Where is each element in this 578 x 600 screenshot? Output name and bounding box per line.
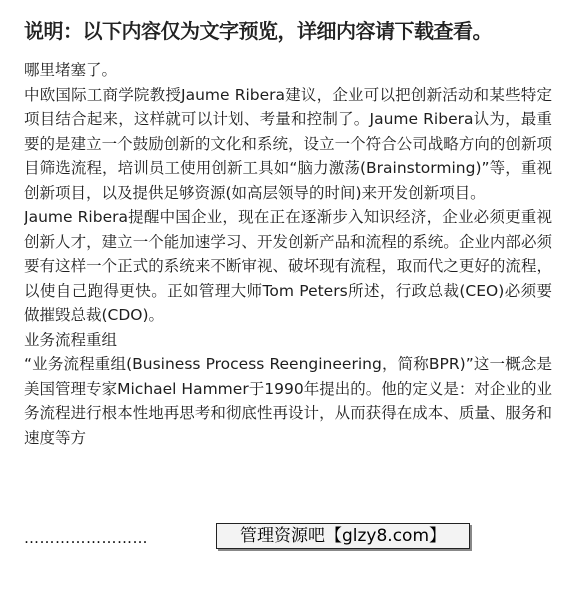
paragraph: 哪里堵塞了。 [24, 61, 118, 79]
paragraph: 中欧国际工商学院教授Jaume Ribera建议，企业可以把创新活动和某些特定项目结合起来，这样就可以计划、考量和控制了。Jaume Ribera认为，最重要的是建立一个鼓励创新的文化和系统，设立一个符合公司战略方向的创新项目筛选流程，培训员工使用创新工具如“脑力激荡(Brainstorming)”等，重视创新项目，以及提供足够资源(如高层领导的时间)来开发创新项目。 [24, 85, 552, 202]
paragraph: Jaume Ribera提醒中国企业，现在正在逐渐步入知识经济，企业必须更重视创新人才，建立一个能加速学习、开发创新产品和流程的系统。企业内部必须要有这样一个正式的系统来不断审视、破坏现有流程，取而代之更好的流程，以使自己跑得更快。正如管理大师Tom Peters所述，行政总裁(CEO)必须要做摧毁总裁(CDO)。 [24, 208, 552, 324]
continuation-ellipsis: …………………… [24, 529, 148, 547]
document-body [24, 58, 552, 526]
section-heading: 业务流程重组 [24, 330, 118, 349]
preview-notice: 说明：以下内容仅为文字预览，详细内容请下载查看。 [24, 19, 492, 43]
paragraph: “业务流程重组(Business Process Reengineering，简称BPR)”这一概念是美国管理专家Michael Hammer于1990年提出的。他的定义是：对企业的业务流程进行根本性地再思考和彻底性再设计，从而获得在成本、质量、服务和速度等方 [24, 355, 552, 447]
watermark-badge: 管理资源吧【glzy8.com】 [216, 523, 470, 549]
